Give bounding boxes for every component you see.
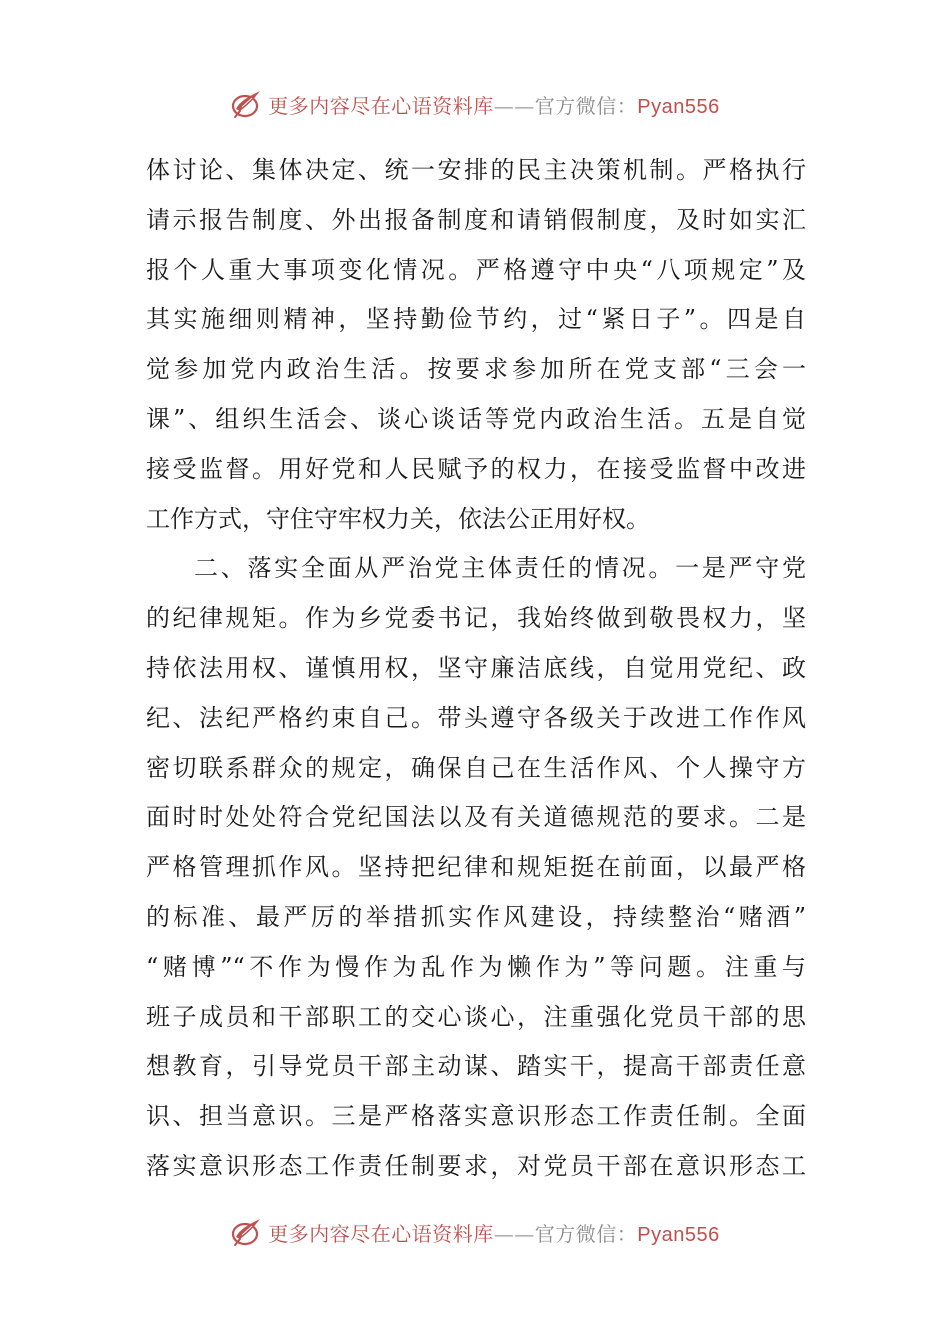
- body-line: 的纪律规矩。作为乡党委书记，我始终做到敬畏权力，坚: [146, 604, 806, 633]
- header-banner-text: [268, 90, 719, 119]
- footer-banner-text: [268, 1218, 719, 1247]
- footer-banner-title: 更多内容尽在心语资料库: [268, 1221, 494, 1246]
- header-banner: [0, 84, 950, 124]
- body-line: 工作方式，守住守牢权力关，依法公正用好权。: [146, 504, 650, 533]
- body-line: 请示报告制度、外出报备制度和请销假制度，及时如实汇: [146, 205, 806, 234]
- footer-banner: [0, 1212, 950, 1252]
- header-banner-separator: ——: [493, 93, 535, 118]
- body-line: 接受监督。用好党和人民赋予的权力，在接受监督中改进: [146, 454, 806, 483]
- body-line: 班子成员和干部职工的交心谈心，注重强化党员干部的思: [146, 1002, 806, 1031]
- body-line: 识、担当意识。三是严格落实意识形态工作责任制。全面: [146, 1102, 806, 1131]
- header-banner-title: 更多内容尽在心语资料库: [268, 93, 494, 118]
- footer-banner-contact-label: 官方微信：: [534, 1221, 638, 1246]
- header-banner-contact-id: Pyan556: [637, 95, 720, 118]
- body-line-paragraph-start: 二、落实全面从严治党主体责任的情况。一是严守党: [194, 554, 806, 583]
- quill-pen-logo-icon: [230, 1215, 264, 1249]
- body-line: 课”、组织生活会、谈心谈话等党内政治生活。五是自觉: [146, 404, 806, 433]
- body-line: 的标准、最严厉的举措抓实作风建设，持续整治“赌酒”: [146, 902, 806, 931]
- body-text: [146, 146, 806, 1192]
- body-line: 体讨论、集体决定、统一安排的民主决策机制。严格执行: [146, 156, 806, 184]
- body-line: 持依法用权、谨慎用权，坚守廉洁底线，自觉用党纪、政: [146, 653, 806, 682]
- body-line: 面时时处处符合党纪国法以及有关道德规范的要求。二是: [146, 803, 806, 832]
- footer-banner-contact-id: Pyan556: [637, 1223, 720, 1246]
- footer-banner-separator: ——: [493, 1221, 535, 1246]
- body-line: 想教育，引导党员干部主动谋、踏实干，提高干部责任意: [146, 1052, 806, 1081]
- body-line: 严格管理抓作风。坚持把纪律和规矩挺在前面，以最严格: [146, 853, 806, 882]
- header-banner-contact-label: 官方微信：: [534, 93, 638, 118]
- body-line: 其实施细则精神，坚持勤俭节约，过“紧日子”。四是自: [146, 305, 806, 334]
- body-line: 纪、法纪严格约束自己。带头遵守各级关于改进工作作风: [146, 703, 806, 732]
- body-line: 觉参加党内政治生活。按要求参加所在党支部“三会一: [146, 355, 806, 384]
- body-line: 报个人重大事项变化情况。严格遵守中央“八项规定”及: [146, 255, 806, 284]
- body-line: 密切联系群众的规定，确保自己在生活作风、个人操守方: [146, 753, 806, 782]
- body-line: “赌博”“不作为慢作为乱作为懒作为”等问题。注重与: [146, 952, 806, 981]
- quill-pen-logo-icon: [230, 87, 264, 121]
- body-line: 落实意识形态工作责任制要求，对党员干部在意识形态工: [146, 1151, 806, 1180]
